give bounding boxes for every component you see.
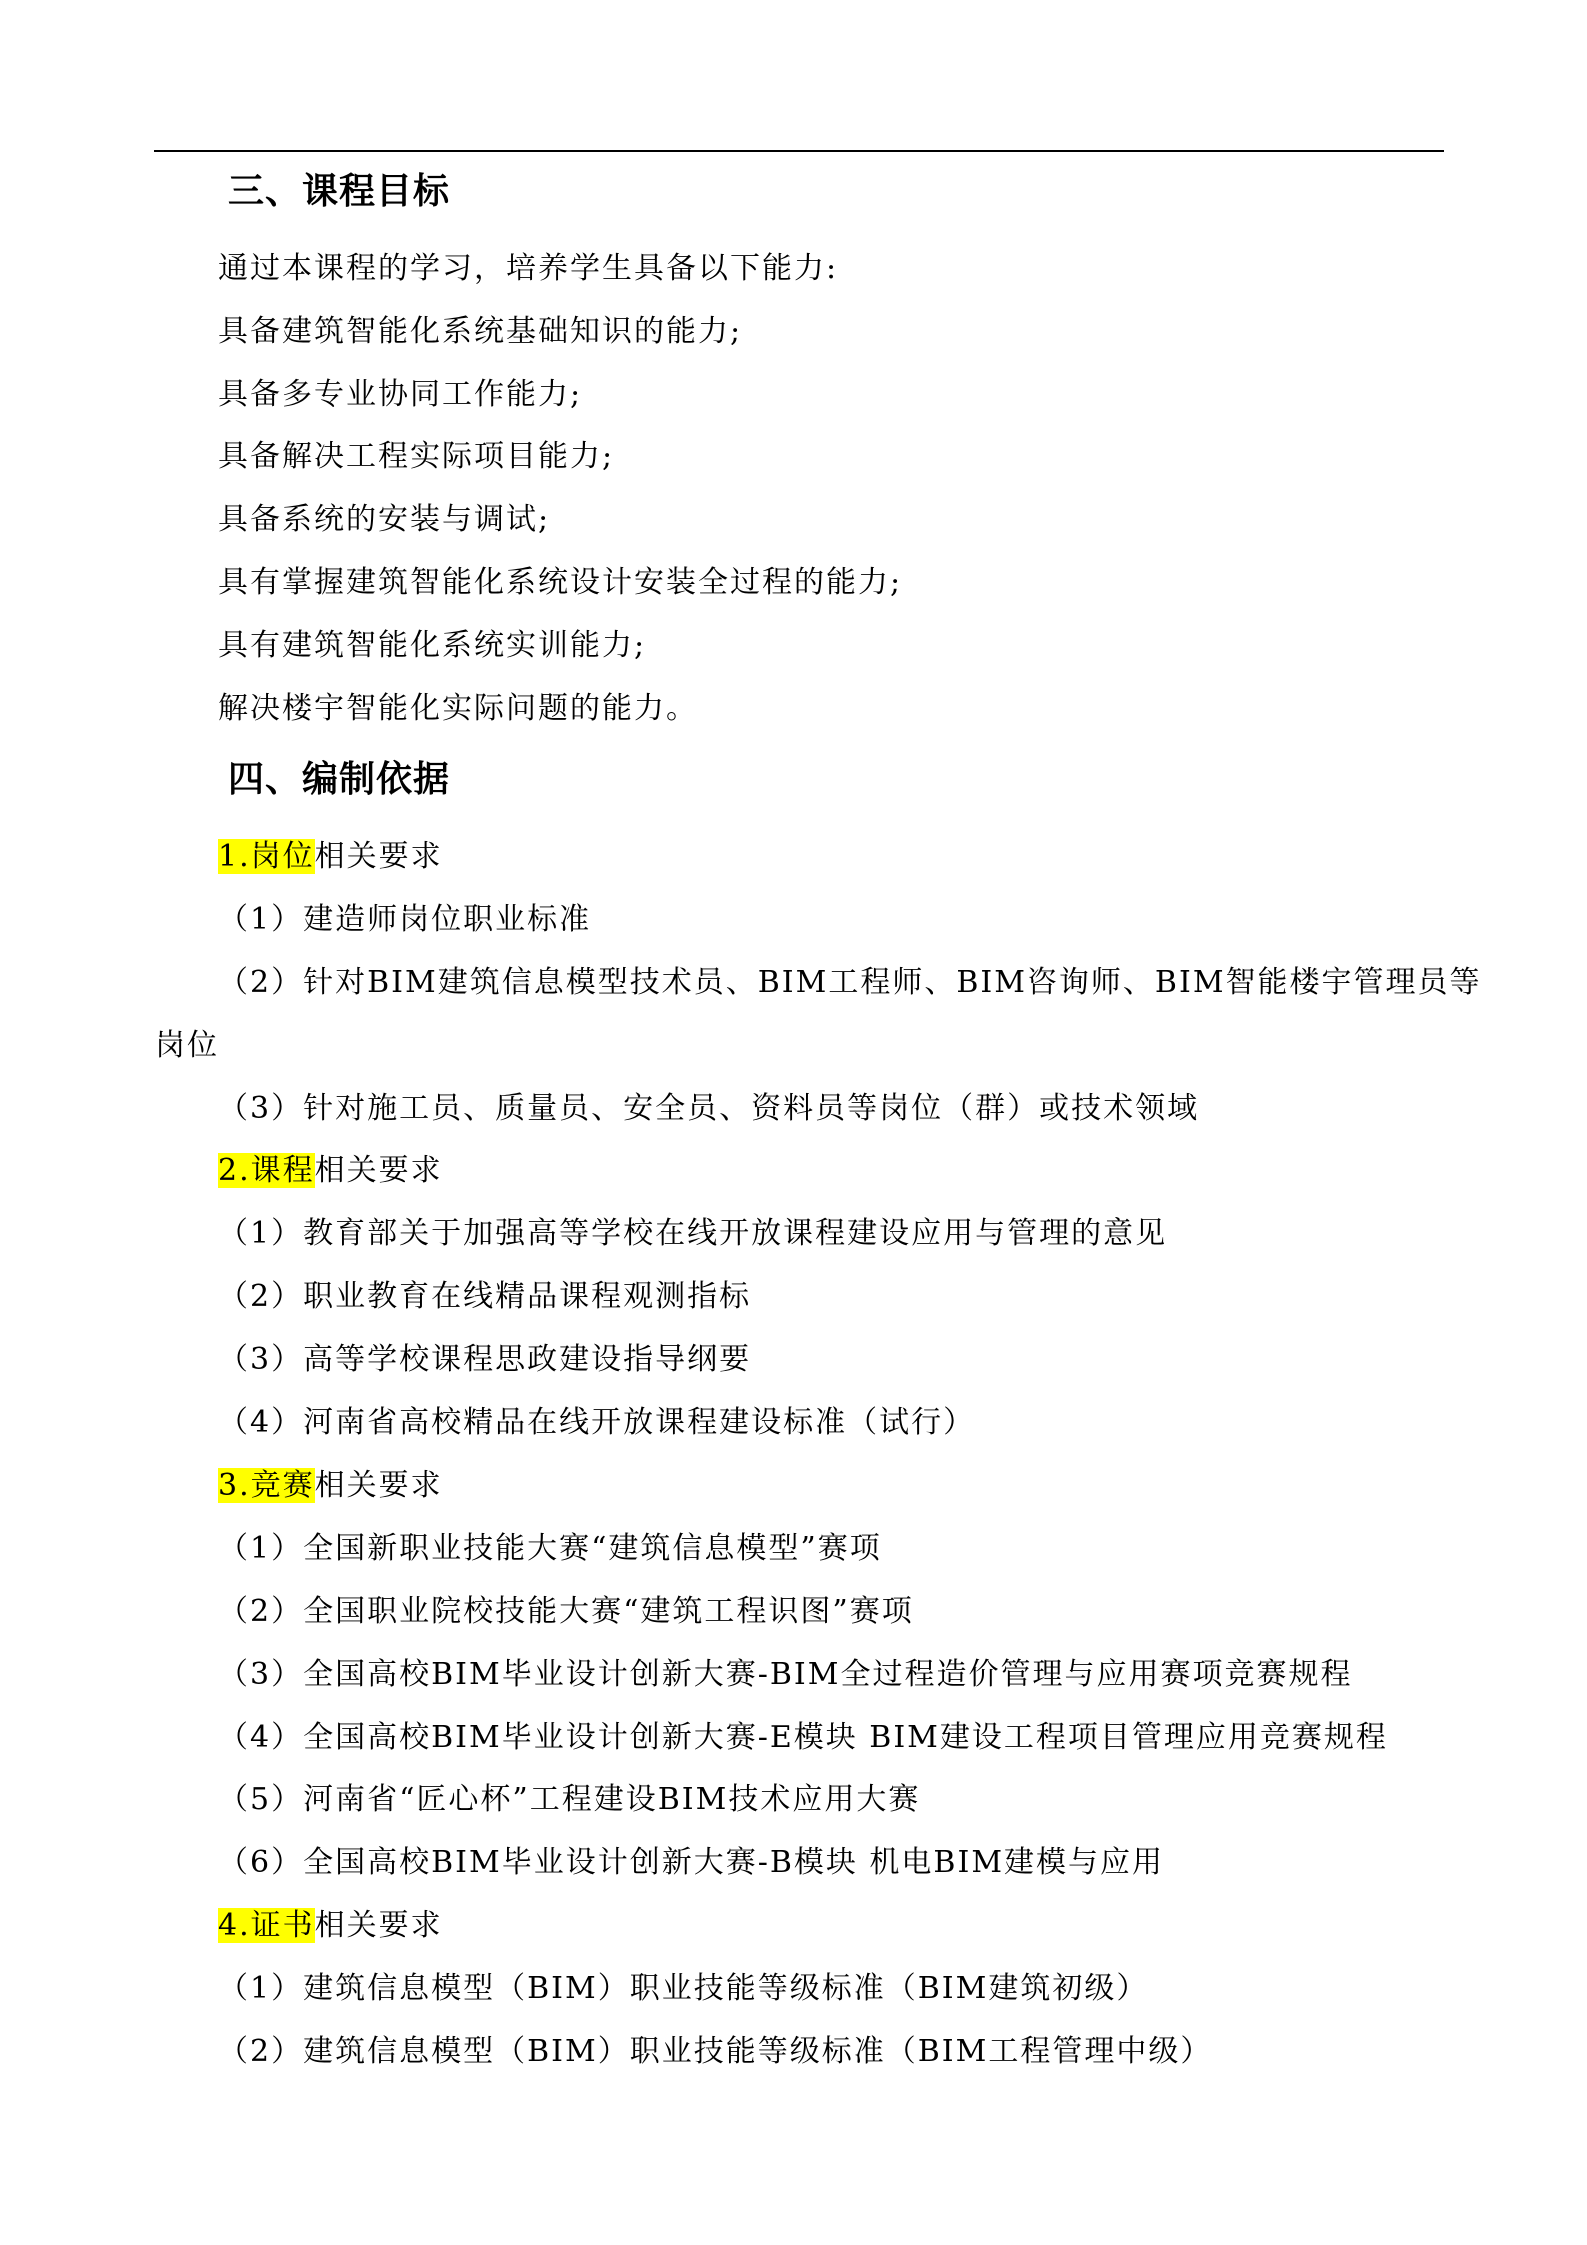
subheading-certificates <box>218 1906 443 1946</box>
list-item: （1）教育部关于加强高等学校在线开放课程建设应用与管理的意见 <box>218 1216 1168 1251</box>
list-item-continuation: 岗位 <box>155 1028 219 1063</box>
list-item: （4）全国高校BIM毕业设计创新大赛-E模块 BIM建设工程项目管理应用竞赛规程 <box>218 1720 1388 1755</box>
list-item: （3）针对施工员、质量员、安全员、资料员等岗位（群）或技术领域 <box>218 1091 1200 1126</box>
goals-intro: 通过本课程的学习，培养学生具备以下能力: <box>218 251 839 286</box>
list-item: （1）建筑信息模型（BIM）职业技能等级标准（BIM建筑初级） <box>218 1971 1149 2006</box>
section-heading-basis: 四、编制依据 <box>228 759 451 800</box>
subheading-competitions <box>218 1466 443 1506</box>
subheading-rest: 相关要求 <box>314 839 443 874</box>
highlight-label: 1.岗位 <box>218 839 315 874</box>
list-item: （2）全国职业院校技能大赛“建筑工程识图”赛项 <box>218 1594 914 1629</box>
subheading-rest: 相关要求 <box>314 1908 443 1943</box>
list-item: （2）职业教育在线精品课程观测指标 <box>218 1279 752 1314</box>
list-item: （1）全国新职业技能大赛“建筑信息模型”赛项 <box>218 1531 882 1566</box>
goal-item: 具备解决工程实际项目能力; <box>218 439 615 474</box>
goal-item: 具备系统的安装与调试; <box>218 502 551 537</box>
list-item: （3）全国高校BIM毕业设计创新大赛-BIM全过程造价管理与应用赛项竞赛规程 <box>218 1657 1353 1692</box>
highlight-label: 4.证书 <box>218 1908 315 1943</box>
goal-item: 具备多专业协同工作能力; <box>218 377 583 412</box>
list-item: （5）河南省“匠心杯”工程建设BIM技术应用大赛 <box>218 1782 921 1817</box>
list-item: （2）建筑信息模型（BIM）职业技能等级标准（BIM工程管理中级） <box>218 2034 1213 2069</box>
section-heading-goals: 三、课程目标 <box>228 171 451 212</box>
list-item: （4）河南省高校精品在线开放课程建设标准（试行） <box>218 1405 976 1440</box>
highlight-label: 3.竞赛 <box>218 1468 315 1503</box>
subheading-courses <box>218 1151 443 1191</box>
highlight-label: 2.课程 <box>218 1153 315 1188</box>
goal-item: 具备建筑智能化系统基础知识的能力; <box>218 314 743 349</box>
subheading-rest: 相关要求 <box>314 1468 443 1503</box>
list-item: （2）针对BIM建筑信息模型技术员、BIM工程师、BIM咨询师、BIM智能楼宇管理员等 <box>218 965 1482 1000</box>
subheading-rest: 相关要求 <box>314 1153 443 1188</box>
goal-item: 具有掌握建筑智能化系统设计安装全过程的能力; <box>218 565 903 600</box>
list-item: （6）全国高校BIM毕业设计创新大赛-B模块 机电BIM建模与应用 <box>218 1845 1165 1880</box>
subheading-positions <box>218 837 443 877</box>
header-rule <box>154 150 1444 152</box>
list-item: （1）建造师岗位职业标准 <box>218 902 592 937</box>
goal-item: 具有建筑智能化系统实训能力; <box>218 628 647 663</box>
list-item: （3）高等学校课程思政建设指导纲要 <box>218 1342 752 1377</box>
goal-item: 解决楼宇智能化实际问题的能力。 <box>218 691 698 726</box>
